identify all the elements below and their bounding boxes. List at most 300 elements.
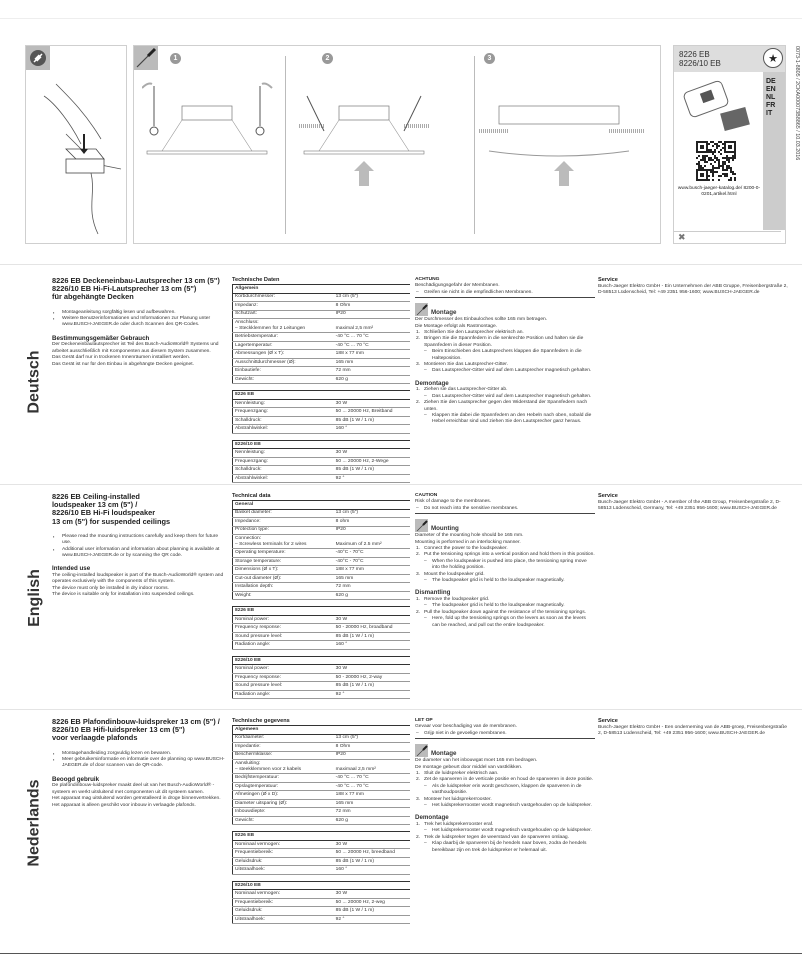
- table-row: [233, 341, 411, 350]
- dismantling-step-text: Pull the loudspeaker down against the resistance of the tensioning springs.: [424, 609, 587, 615]
- product-code: 8226 EB: [679, 50, 710, 59]
- spec-label: Abstrahlwinkel:: [233, 425, 334, 434]
- dismantling-step-text: Trek het luidsprekerrooster eraf.: [424, 821, 494, 827]
- table-group-title: 8226 EB: [233, 832, 411, 841]
- mounting-intro: Die Montage erfolgt als Rastmontage.: [415, 323, 498, 329]
- spec-value: 92 °: [334, 915, 410, 924]
- intended-use-heading: Bestimmungsgemäßer Gebrauch: [52, 334, 150, 342]
- dismantling-step-text: Remove the loudspeaker grid.: [424, 596, 490, 602]
- table-row: [233, 535, 411, 549]
- instructions-column: [415, 493, 595, 629]
- spec-value: -40 °C ... 70 °C: [334, 341, 410, 350]
- language-code: EN: [766, 86, 776, 93]
- language-list: [763, 72, 785, 230]
- spec-label: Korfdiameter:: [233, 734, 334, 743]
- mounting-title: Montage: [431, 309, 457, 317]
- product-title-line: 8226 EB Deckeneinbau-Lautsprecher 13 cm (5"): [52, 276, 220, 285]
- table-row: [233, 624, 411, 633]
- power-off-icon: [26, 46, 50, 70]
- intended-use-text: The ceiling-installed loudspeaker is part of the Busch-AudioWorld® system and operates exclusively with the components of this system.: [52, 572, 224, 585]
- screwdriver-icon: [415, 303, 428, 316]
- spec-label: Installation depth:: [233, 583, 334, 592]
- table-row: [233, 690, 411, 699]
- screwdriver-icon: [415, 744, 428, 757]
- table-row: [233, 665, 411, 674]
- smartphone-scan-illustration: [678, 78, 758, 133]
- mounting-heading: [415, 303, 595, 316]
- power-off-panel: [25, 45, 127, 244]
- table-row: [233, 449, 411, 458]
- table-row: [233, 416, 411, 425]
- dismantling-step-text: Ziehen sie das Lautsprecher-Gitter ab.: [424, 387, 508, 393]
- table-row: [233, 574, 411, 583]
- spec-label: Frequentiebereik:: [233, 898, 334, 907]
- mounting-intro: Der Durchmesser des Einbauloches sollte 165 mm betragen.: [415, 317, 548, 323]
- dismantling-substep: – The loudspeaker grid is held to the loudspeaker magnetically.: [415, 603, 595, 609]
- table-row: [233, 457, 411, 466]
- intended-use-text: Het apparaat mag uitsluitend worden geïnstalleerd in droge binnenvertrekken.: [52, 796, 221, 802]
- language-label: [22, 718, 48, 928]
- spec-label: Nominaal vermogen:: [233, 890, 334, 899]
- mounting-heading: [415, 519, 595, 532]
- product-title-line: 8226/10 EB Hifi-luidspreker 13 cm (5"): [52, 725, 185, 735]
- spec-value: IP20: [334, 751, 410, 760]
- service-heading: Service: [598, 718, 618, 724]
- spec-label: Korbdurchmesser:: [233, 293, 334, 302]
- dismantling-substep: – Klap daarbij de spanveren bij de hendels naar boven, zodra de hendels bereikbaar zijn en trek de luidspreker er helemaal uit.: [415, 841, 595, 854]
- spec-label: Nominaal vermogen:: [233, 840, 334, 849]
- spec-label: Inbouwdiepte:: [233, 808, 334, 817]
- table-row: [233, 734, 411, 743]
- spec-value: 160 °: [334, 425, 410, 434]
- table-row: [233, 509, 411, 518]
- spec-value: 50 ... 20000 Hz, breedband: [334, 849, 410, 858]
- table-row: [233, 557, 411, 566]
- spec-value: 92 °: [334, 690, 410, 699]
- mounting-intro: Mounting is performed in an interlocking manner.: [415, 539, 521, 545]
- speaker-install-illustration: [142, 76, 322, 226]
- caution-item: – Grijp niet in de gevoelige membranen.: [415, 731, 595, 739]
- step-number-badge: 2: [322, 53, 333, 64]
- table-row: [233, 425, 411, 434]
- spec-label: Storage temperature:: [233, 557, 334, 566]
- spec-label: Sound pressure level:: [233, 682, 334, 691]
- spec-value: IP20: [334, 310, 410, 319]
- table-row: [233, 615, 411, 624]
- table-group-title: Algemeen: [233, 726, 411, 735]
- spec-value: 8 Ohm: [334, 743, 410, 752]
- table-group-title: 8226 EB: [233, 391, 411, 400]
- intro-column: [52, 277, 228, 368]
- bullet-item: ▪ Meer gebruikersinformatie en informatie over de planning op www.BUSCH-JAEGER.de of door scannen van de QR-code.: [52, 757, 228, 770]
- step-number: 2.: [416, 552, 421, 558]
- table-group-title: 8226/10 EB: [233, 440, 411, 449]
- bullet-item: ▪ Weitere Benutzerinformationen und Informationen zur Planung unter www.BUSCH-JAEGER.de oder durch Scannen des QR-Codes.: [52, 316, 228, 329]
- intended-use-heading: Beoogd gebruik: [52, 775, 100, 783]
- spec-label: Cut-out diameter (Ø):: [233, 574, 334, 583]
- spec-label: Uitstraalhoek:: [233, 915, 334, 924]
- caution-heading: CAUTION: [415, 493, 438, 498]
- spec-value: 13 cm (5"): [334, 509, 410, 518]
- spec-value: -40 °C ... 70 °C: [334, 333, 410, 342]
- table-row: [233, 791, 411, 800]
- table-row: [233, 743, 411, 752]
- spec-value: 85 dB (1 W / 1 m): [334, 907, 410, 916]
- table-header-row: [233, 881, 411, 890]
- spec-label: Frequency response:: [233, 624, 334, 633]
- table-row: [233, 898, 411, 907]
- table-row: [233, 302, 411, 311]
- spec-value: 50 ... 20000 Hz, Breitband: [334, 408, 410, 417]
- table-row: [233, 774, 411, 783]
- table-header-row: [233, 656, 411, 665]
- table-row: [233, 591, 411, 600]
- caution-heading: ACHTUNG: [415, 277, 440, 282]
- language-name: Nederlands: [26, 779, 44, 867]
- spec-label: Protection type:: [233, 526, 334, 535]
- mounting-step-text: Connect the power to the loudspeaker.: [424, 546, 508, 552]
- table-row: [233, 816, 411, 825]
- technical-data-column: [232, 718, 410, 930]
- spec-value: 165 mm: [334, 574, 410, 583]
- step-number: 2.: [416, 336, 421, 342]
- intro-column: [52, 718, 228, 809]
- speaker-install-illustration: [299, 76, 479, 226]
- spec-label: Afmetingen (Ø x D):: [233, 791, 334, 800]
- table-row: [233, 641, 411, 650]
- read-manual-icon: ★: [763, 48, 783, 68]
- language-section-english: [0, 493, 802, 708]
- spec-label: Frequentiebereik:: [233, 849, 334, 858]
- mounting-step-text: Bringen Sie die Spannfedern in die senkrechte Position und halten sie die Spannfedern in dieser Position.: [424, 336, 584, 348]
- caution-item: – Do not reach into the sensitive membranes.: [415, 506, 595, 514]
- spec-value: 72 mm: [334, 808, 410, 817]
- spec-label: Frequenzgang:: [233, 408, 334, 417]
- spec-value: 160 °: [334, 866, 410, 875]
- mounting-substep: – Das Lautsprecher-Gitter wird auf dem Lautsprecher magnetisch gehalten.: [415, 368, 595, 374]
- product-title-line: 13 cm (5") for suspended ceilings: [52, 516, 171, 526]
- technical-data-heading: Technical data: [232, 493, 271, 499]
- spec-value: 85 dB (1 W / 1 m): [334, 466, 410, 475]
- step-number: 1.: [416, 387, 421, 393]
- table-header-row: [233, 501, 411, 510]
- technical-data-table: [232, 831, 410, 875]
- spec-value: -40 °C ... 70 °C: [334, 782, 410, 791]
- table-row: [233, 310, 411, 319]
- screwdriver-icon: [134, 46, 158, 70]
- spec-value: 30 W: [334, 665, 410, 674]
- spec-label: Frequenzgang:: [233, 457, 334, 466]
- language-section-nederlands: [0, 718, 802, 933]
- spec-label: Weight:: [233, 591, 334, 600]
- spec-label: Abstrahlwinkel:: [233, 474, 334, 483]
- spec-label: Diameter uitsparing (Ø):: [233, 799, 334, 808]
- table-row: [233, 866, 411, 875]
- spec-value: 50 ... 20000 Hz, 2-Wege: [334, 457, 410, 466]
- spec-label: Sound pressure level:: [233, 632, 334, 641]
- intended-use-text: Der Deckeneinbaulautsprecher ist Teil des Busch-AudioWorld® Systems und arbeitet ausschließlich mit Komponenten aus diesem System zusammen.: [52, 342, 219, 354]
- table-header-row: [233, 440, 411, 449]
- step-number: 3.: [416, 362, 421, 368]
- table-row: [233, 367, 411, 376]
- spec-value: -40°C - 70°C: [334, 557, 410, 566]
- spec-label: Basket diameter:: [233, 509, 334, 518]
- step-number: 1.: [416, 771, 421, 777]
- table-row: [233, 293, 411, 302]
- step-number: 2.: [416, 400, 421, 406]
- step-number: 1.: [416, 596, 421, 602]
- mounting-step-text: Sluit de luidspreker elektrisch aan.: [424, 771, 499, 777]
- service-heading: Service: [598, 493, 618, 499]
- spec-value: 85 dB (1 W / 1 m): [334, 632, 410, 641]
- spec-value: 30 W: [334, 615, 410, 624]
- spec-label: Nennleistung:: [233, 399, 334, 408]
- mounting-substep: – Het luidsprekerrooster wordt magnetisch vastgehouden op de luidspreker.: [415, 803, 595, 809]
- catalog-url[interactable]: www.busch-jaeger-katalog.de/ 8200-0-0201,artikel.html: [677, 186, 761, 197]
- dismantling-title: Demontage: [415, 379, 449, 387]
- language-code: NL: [766, 94, 776, 101]
- table-row: [233, 350, 411, 359]
- table-row: [233, 682, 411, 691]
- language-code: FR: [766, 102, 776, 109]
- bullet-item: ▪ Additional user information and information about planning is available at www.BUSCH-JAEGER.de or by scanning the QR code.: [52, 547, 228, 560]
- technical-data-column: [232, 277, 410, 489]
- table-row: [233, 474, 411, 483]
- dismantling-substep: – Klappen Sie dabei die Spannfedern an den Hebeln nach oben, sobald die Hebel erreichbar sind und ziehen Sie den Lautsprecher ganz heraus.: [415, 413, 595, 426]
- table-row: [233, 673, 411, 682]
- spec-label: Radiation angle:: [233, 641, 334, 650]
- technical-data-table: [232, 606, 410, 650]
- table-header-row: [233, 832, 411, 841]
- spec-value: 85 dB (1 W / 1 m): [334, 682, 410, 691]
- table-row: [233, 399, 411, 408]
- spec-label: Gewicht:: [233, 816, 334, 825]
- spec-label: Radiation angle:: [233, 690, 334, 699]
- step-number: 3.: [416, 571, 421, 577]
- table-header-row: [233, 391, 411, 400]
- dismantling-step-text: Trek de luidspreker tegen de weerstand van de spanveren omlaag.: [424, 834, 569, 840]
- spec-value: 188 x 77 mm: [334, 566, 410, 575]
- dismantling-substep: – Das Lautsprecher-Gitter wird auf dem Lautsprecher magnetisch gehalten.: [415, 394, 595, 400]
- mounting-intro: De diameter van het inbouwgat moet 165 mm bedragen.: [415, 758, 538, 764]
- spec-label: Lagertemperatur:: [233, 341, 334, 350]
- caution-text: Beschädigungsgefahr der Membranen.: [415, 283, 500, 289]
- table-row: [233, 751, 411, 760]
- table-header-row: [233, 285, 411, 294]
- product-title-line: 8226 EB Ceiling-installed: [52, 492, 140, 501]
- spec-label: Impedance:: [233, 518, 334, 527]
- bullet-item: ▪ Montageanleitung sorgfältig lesen und aufbewahren.: [52, 310, 228, 316]
- intended-use-text: De plafondinbouw-luidspreker maakt deel uit van het Busch-AudioWorld® -systeem en werkt uitsluitend met componenten uit dit systeem samen.: [52, 783, 215, 795]
- service-column: [598, 493, 788, 513]
- table-row: [233, 375, 411, 384]
- spec-label: Frequency response:: [233, 673, 334, 682]
- mounting-heading: [415, 744, 595, 757]
- spec-value: maximaal 2,5 mm²: [334, 760, 410, 774]
- technical-data-table: [232, 656, 410, 700]
- spec-value: 50 - 20000 Hz, 2-way: [334, 673, 410, 682]
- spec-label: Operating temperature:: [233, 549, 334, 558]
- mounting-step-text: Zet de spanveren in de verticale positie en houd de spanveren in deze positie.: [424, 777, 594, 783]
- spec-label: Anschluss: – Steckklemmen für 2 Leitungen: [233, 319, 334, 333]
- table-row: [233, 466, 411, 475]
- table-row: [233, 518, 411, 527]
- technical-data-heading: Technische gegevens: [232, 718, 290, 724]
- spec-value: 165 mm: [334, 799, 410, 808]
- spec-value: 620 g: [334, 591, 410, 600]
- mounting-intro: De montage gebeurt door middel van vastklikken.: [415, 764, 523, 770]
- dismantling-step: [415, 400, 595, 413]
- table-row: [233, 760, 411, 774]
- mounting-step-text: Mount the loudspeaker grid.: [424, 571, 485, 577]
- product-title-line: für abgehängte Decken: [52, 292, 134, 302]
- table-row: [233, 549, 411, 558]
- product-title-line: 8226/10 EB Hi-Fi loudspeaker: [52, 508, 156, 518]
- mounting-steps-panel: [133, 45, 661, 244]
- section-divider: [0, 264, 802, 265]
- product-code: 8226/10 EB: [679, 59, 721, 68]
- table-row: [233, 583, 411, 592]
- junction-box-illustration: [26, 74, 126, 244]
- language-label: [22, 277, 48, 487]
- mounting-intro: Diameter of the mounting hole should be 165 mm.: [415, 533, 524, 539]
- spec-label: Impedantie:: [233, 743, 334, 752]
- speaker-install-illustration: [479, 76, 659, 226]
- table-group-title: General: [233, 501, 411, 510]
- spec-value: maximal 2,5 mm²: [334, 319, 410, 333]
- spec-label: Schalldruck:: [233, 466, 334, 475]
- mounting-step-text: Monteer het luidsprekerrooster.: [424, 796, 492, 802]
- spec-label: Bedrijfstemperatuur:: [233, 774, 334, 783]
- spec-value: 30 W: [334, 840, 410, 849]
- step-number: 2.: [416, 609, 421, 615]
- spec-label: Beschermklasse:: [233, 751, 334, 760]
- table-row: [233, 808, 411, 817]
- spec-value: -40 °C ... 70 °C: [334, 774, 410, 783]
- instructions-column: [415, 277, 595, 426]
- technical-data-table: [232, 390, 410, 434]
- service-column: [598, 718, 788, 738]
- qr-code[interactable]: [696, 141, 736, 181]
- spec-value: 72 mm: [334, 367, 410, 376]
- bottom-rule: [0, 953, 802, 954]
- technical-data-table: [232, 725, 410, 825]
- table-row: [233, 319, 411, 333]
- caution-text: Gevaar voor beschadiging van de membranen.: [415, 724, 517, 730]
- technical-data-table: [232, 284, 410, 384]
- service-text: Busch-Jaeger Elektro GmbH - Een onderneming van de ABB-groep, Freisenbergstraße 2, D-58513 Lüdenscheid, Tel: +49 2351 956-1600; www.BUSCH-JAEGER.de: [598, 725, 787, 737]
- spec-value: 85 dB (1 W / 1 m): [334, 416, 410, 425]
- spec-label: Schalldruck:: [233, 416, 334, 425]
- table-row: [233, 840, 411, 849]
- caution-heading: LET OP: [415, 718, 433, 723]
- step-number: 2.: [416, 777, 421, 783]
- table-row: [233, 358, 411, 367]
- product-panel: [673, 45, 786, 244]
- spec-label: Nominal power:: [233, 615, 334, 624]
- document-id: 0073-1-8805 / 2CKA000073B8865 / 10.03.2016: [794, 46, 800, 161]
- dismantling-substep: – Het luidsprekerrooster wordt magnetisch vastgehouden op de luidspreker.: [415, 828, 595, 834]
- spec-value: 30 W: [334, 890, 410, 899]
- table-row: [233, 632, 411, 641]
- table-row: [233, 408, 411, 417]
- spec-label: Schutzart:: [233, 310, 334, 319]
- table-row: [233, 333, 411, 342]
- step-number: 1.: [416, 546, 421, 552]
- intended-use-text: The device is suitable only for installation into suspended ceilings.: [52, 592, 195, 598]
- spec-label: Geluidsdruk:: [233, 907, 334, 916]
- caution-text: Risk of damage to the membranes.: [415, 499, 492, 505]
- product-title-line: 8226/10 EB Hi-Fi-Lautsprecher 13 cm (5"): [52, 284, 197, 294]
- product-title-line: voor verlaagde plafonds: [52, 733, 138, 743]
- instructions-column: [415, 718, 595, 854]
- spec-label: Einbautiefe:: [233, 367, 334, 376]
- table-row: [233, 857, 411, 866]
- spec-value: IP20: [334, 526, 410, 535]
- spec-value: 8 Ohm: [334, 302, 410, 311]
- spec-label: Dimensions (Ø x T):: [233, 566, 334, 575]
- spec-label: Impedanz:: [233, 302, 334, 311]
- step-number-badge: 1: [170, 53, 181, 64]
- spec-value: 30 W: [334, 399, 410, 408]
- spec-value: 160 °: [334, 641, 410, 650]
- screwdriver-icon: [415, 519, 428, 532]
- table-row: [233, 890, 411, 899]
- spec-value: -40°C - 70°C: [334, 549, 410, 558]
- spec-value: 85 dB (1 W / 1 m): [334, 857, 410, 866]
- spec-label: Connection: – Screwless terminals for 2 wires: [233, 535, 334, 549]
- spec-value: 92 °: [334, 474, 410, 483]
- mounting-substep: – Beim Einschieben des Lautsprechers klappen die Spannfedern in die Halteposition.: [415, 349, 595, 362]
- language-label: [22, 493, 48, 703]
- spec-label: Betriebstemperatur:: [233, 333, 334, 342]
- table-row: [233, 782, 411, 791]
- product-title-line: loudspeaker 13 cm (5") /: [52, 500, 138, 510]
- table-row: [233, 526, 411, 535]
- mounting-substep: – The loudspeaker grid is held to the loudspeaker magnetically.: [415, 578, 595, 584]
- spec-label: Ausschnittdurchmesser (Ø):: [233, 358, 334, 367]
- intended-use-heading: Intended use: [52, 565, 91, 573]
- intended-use-text: Das Gerät darf nur in trockenen Innenräumen installiert werden.: [52, 355, 191, 361]
- weee-disposal-icon: ✖: [674, 231, 781, 244]
- spec-value: 8 ohm: [334, 518, 410, 527]
- table-row: [233, 566, 411, 575]
- technical-data-table: [232, 881, 410, 925]
- section-divider: [0, 709, 802, 710]
- spec-value: 165 mm: [334, 358, 410, 367]
- mounting-step-text: Schließen Sie den Lautsprecher elektrisch an.: [424, 330, 524, 336]
- table-header-row: [233, 607, 411, 616]
- mounting-step-text: Montieren Sie das Lautsprecher-Gitter.: [424, 362, 508, 368]
- mounting-substep: – When the loudspeaker is pushed into place, the tensioning spring move into the holding position.: [415, 559, 595, 572]
- mounting-step: [415, 336, 595, 349]
- spec-label: Geluidsdruk:: [233, 857, 334, 866]
- table-group-title: 8226/10 EB: [233, 881, 411, 890]
- language-name: English: [26, 569, 43, 627]
- service-text: Busch-Jaeger Elektro GmbH - A member of the ABB Group, Freisenbergstraße 2, D-58513 Lüdenscheid, Germany, Tel: +49 2351 956-1600; www.BUSCH-JAEGER.de: [598, 500, 781, 512]
- step-number-badge: 3: [484, 53, 495, 64]
- intended-use-text: The device must only be installed in dry indoor rooms.: [52, 585, 169, 591]
- technical-data-table: [232, 500, 410, 600]
- dismantling-substep: – Here, fold up the tensioning springs on the levers as soon as the levers can be reached, and pull out the entire loudspeaker.: [415, 616, 595, 629]
- spec-value: 13 cm (5"): [334, 734, 410, 743]
- language-section-deutsch: [0, 277, 802, 492]
- spec-label: Opslagtemperatuur:: [233, 782, 334, 791]
- spec-label: Nennleistung:: [233, 449, 334, 458]
- instruction-bullets: [52, 534, 228, 560]
- spec-value: 30 W: [334, 449, 410, 458]
- language-code: IT: [766, 110, 773, 117]
